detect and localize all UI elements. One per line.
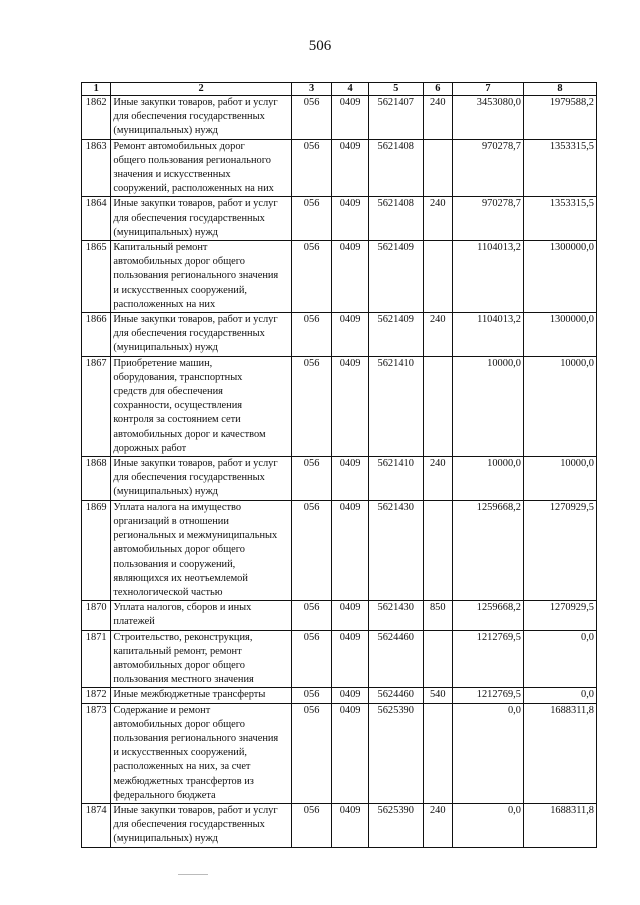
row-number-cell: 1868 xyxy=(82,457,111,501)
column-header: 5 xyxy=(368,83,423,96)
ministry-code-cell: 056 xyxy=(291,703,332,803)
row-name-line: для обеспечения государственных xyxy=(113,328,265,340)
row-name-line: расположенных на них xyxy=(113,298,216,310)
row-name-line: (муниципальных) нужд xyxy=(113,342,218,354)
amount-col7-cell: 1212769,5 xyxy=(452,688,523,703)
row-name-cell xyxy=(111,803,291,847)
column-header: 3 xyxy=(291,83,332,96)
amount-col8-cell: 1979588,2 xyxy=(523,96,596,140)
row-name-line: Строительство, реконструкция, xyxy=(113,631,253,643)
row-number-cell: 1863 xyxy=(82,139,111,197)
row-name-line: для обеспечения государственных xyxy=(113,212,265,224)
expense-type-cell: 240 xyxy=(423,313,452,357)
row-name-line: автомобильных дорог общего xyxy=(113,544,245,556)
row-name-line: и искусственных сооружений, xyxy=(113,747,247,759)
row-name-line: общего пользования регионального xyxy=(113,154,271,166)
row-name-line: пользования и сооружений, xyxy=(113,558,236,570)
row-name-cell xyxy=(111,457,291,501)
row-name-line: межбюджетных трансфертов из xyxy=(113,775,254,787)
amount-col8-cell: 1688311,8 xyxy=(523,803,596,847)
amount-col7-cell: 0,0 xyxy=(452,703,523,803)
target-code-cell: 5621409 xyxy=(368,241,423,313)
amount-col8-cell: 1270929,5 xyxy=(523,601,596,630)
amount-col8-cell: 1353315,5 xyxy=(523,139,596,197)
expense-type-cell: 240 xyxy=(423,457,452,501)
row-name-line: платежей xyxy=(113,616,155,628)
expense-type-cell xyxy=(423,703,452,803)
row-name-line: (муниципальных) нужд xyxy=(113,833,218,845)
amount-col7-cell: 1104013,2 xyxy=(452,313,523,357)
amount-col7-cell: 1212769,5 xyxy=(452,630,523,688)
amount-col7-cell: 10000,0 xyxy=(452,356,523,456)
expense-type-cell: 540 xyxy=(423,688,452,703)
amount-col7-cell: 10000,0 xyxy=(452,457,523,501)
row-name-line: капитальный ремонт, ремонт xyxy=(113,645,242,657)
target-code-cell: 5625390 xyxy=(368,703,423,803)
row-name-line: (муниципальных) нужд xyxy=(113,125,218,137)
table-row xyxy=(82,703,597,803)
row-number-cell: 1873 xyxy=(82,703,111,803)
expense-type-cell xyxy=(423,241,452,313)
section-code-cell: 0409 xyxy=(332,197,368,241)
target-code-cell: 5621410 xyxy=(368,356,423,456)
amount-col7-cell: 3453080,0 xyxy=(452,96,523,140)
column-header: 2 xyxy=(111,83,291,96)
expense-type-cell xyxy=(423,139,452,197)
table-row xyxy=(82,500,597,600)
row-name-line: Иные закупки товаров, работ и услуг xyxy=(113,314,278,326)
row-name-line: автомобильных дорог общего xyxy=(113,256,245,268)
ministry-code-cell: 056 xyxy=(291,241,332,313)
row-name-line: и искусственных сооружений, xyxy=(113,284,247,296)
ministry-code-cell: 056 xyxy=(291,688,332,703)
row-number-cell: 1872 xyxy=(82,688,111,703)
row-name-line: Капитальный ремонт xyxy=(113,242,208,254)
table-row xyxy=(82,803,597,847)
row-number-cell: 1870 xyxy=(82,601,111,630)
row-name-cell xyxy=(111,688,291,703)
section-code-cell: 0409 xyxy=(332,688,368,703)
amount-col7-cell: 1259668,2 xyxy=(452,601,523,630)
row-name-cell xyxy=(111,313,291,357)
row-name-line: региональных и межмуниципальных xyxy=(113,530,278,542)
amount-col8-cell: 1688311,8 xyxy=(523,703,596,803)
row-name-cell xyxy=(111,601,291,630)
table-header-row xyxy=(82,83,597,96)
target-code-cell: 5621408 xyxy=(368,139,423,197)
table-row xyxy=(82,96,597,140)
row-name-line: Иные закупки товаров, работ и услуг xyxy=(113,458,278,470)
row-number-cell: 1871 xyxy=(82,630,111,688)
target-code-cell: 5621430 xyxy=(368,500,423,600)
section-code-cell: 0409 xyxy=(332,630,368,688)
section-code-cell: 0409 xyxy=(332,241,368,313)
table-row xyxy=(82,688,597,703)
amount-col7-cell: 970278,7 xyxy=(452,139,523,197)
ministry-code-cell: 056 xyxy=(291,500,332,600)
row-name-line: (муниципальных) нужд xyxy=(113,226,218,238)
expense-type-cell xyxy=(423,500,452,600)
row-number-cell: 1862 xyxy=(82,96,111,140)
row-name-line: являющихся их неотъемлемой xyxy=(113,572,248,584)
row-name-line: расположенных на них, за счет xyxy=(113,761,251,773)
row-name-line: Уплата налогов, сборов и иных xyxy=(113,602,252,614)
ministry-code-cell: 056 xyxy=(291,313,332,357)
amount-col8-cell: 1353315,5 xyxy=(523,197,596,241)
amount-col7-cell: 0,0 xyxy=(452,803,523,847)
section-code-cell: 0409 xyxy=(332,803,368,847)
row-name-line: Приобретение машин, xyxy=(113,357,213,369)
expense-type-cell: 240 xyxy=(423,96,452,140)
row-name-line: автомобильных дорог и качеством xyxy=(113,428,266,440)
row-number-cell: 1864 xyxy=(82,197,111,241)
section-code-cell: 0409 xyxy=(332,313,368,357)
amount-col7-cell: 970278,7 xyxy=(452,197,523,241)
section-code-cell: 0409 xyxy=(332,356,368,456)
row-name-line: средств для обеспечения xyxy=(113,386,223,398)
target-code-cell: 5621430 xyxy=(368,601,423,630)
row-name-cell xyxy=(111,96,291,140)
target-code-cell: 5621408 xyxy=(368,197,423,241)
row-name-line: автомобильных дорог общего xyxy=(113,659,245,671)
row-name-line: для обеспечения государственных xyxy=(113,472,265,484)
section-code-cell: 0409 xyxy=(332,139,368,197)
table-row xyxy=(82,356,597,456)
row-name-cell xyxy=(111,197,291,241)
section-code-cell: 0409 xyxy=(332,703,368,803)
scan-mark xyxy=(178,874,208,875)
section-code-cell: 0409 xyxy=(332,601,368,630)
row-name-line: автомобильных дорог общего xyxy=(113,718,245,730)
row-name-cell xyxy=(111,241,291,313)
section-code-cell: 0409 xyxy=(332,500,368,600)
ministry-code-cell: 056 xyxy=(291,601,332,630)
table-row xyxy=(82,139,597,197)
table-row xyxy=(82,197,597,241)
row-name-cell xyxy=(111,500,291,600)
row-name-line: значения и искусственных xyxy=(113,169,231,181)
table-row xyxy=(82,601,597,630)
table-row xyxy=(82,313,597,357)
ministry-code-cell: 056 xyxy=(291,197,332,241)
amount-col7-cell: 1259668,2 xyxy=(452,500,523,600)
section-code-cell: 0409 xyxy=(332,96,368,140)
row-number-cell: 1865 xyxy=(82,241,111,313)
column-header: 8 xyxy=(523,83,596,96)
target-code-cell: 5621407 xyxy=(368,96,423,140)
amount-col8-cell: 0,0 xyxy=(523,688,596,703)
ministry-code-cell: 056 xyxy=(291,803,332,847)
expense-type-cell xyxy=(423,356,452,456)
row-number-cell: 1866 xyxy=(82,313,111,357)
expense-type-cell: 240 xyxy=(423,197,452,241)
row-name-line: Ремонт автомобильных дорог xyxy=(113,140,245,152)
column-header: 6 xyxy=(423,83,452,96)
row-name-line: технологической частью xyxy=(113,586,223,598)
page-number: 506 xyxy=(308,38,332,54)
row-name-line: пользования регионального значения xyxy=(113,732,279,744)
target-code-cell: 5624460 xyxy=(368,630,423,688)
row-name-line: сооружений, расположенных на них xyxy=(113,183,274,195)
row-name-line: Иные межбюджетные трансферты xyxy=(113,689,266,701)
row-name-line: для обеспечения государственных xyxy=(113,819,265,831)
expense-type-cell xyxy=(423,630,452,688)
row-name-line: Уплата налога на имущество xyxy=(113,501,242,513)
ministry-code-cell: 056 xyxy=(291,96,332,140)
row-name-line: Иные закупки товаров, работ и услуг xyxy=(113,97,278,108)
target-code-cell: 5625390 xyxy=(368,803,423,847)
row-name-line: оборудования, транспортных xyxy=(113,371,243,383)
row-number-cell: 1867 xyxy=(82,356,111,456)
amount-col8-cell: 10000,0 xyxy=(523,356,596,456)
row-name-line: организаций в отношении xyxy=(113,515,229,527)
table-row xyxy=(82,241,597,313)
ministry-code-cell: 056 xyxy=(291,630,332,688)
row-name-cell xyxy=(111,356,291,456)
table-row xyxy=(82,630,597,688)
row-name-line: (муниципальных) нужд xyxy=(113,486,218,498)
row-name-line: сохранности, осуществления xyxy=(113,400,243,412)
row-name-line: Иные закупки товаров, работ и услуг xyxy=(113,198,278,210)
target-code-cell: 5624460 xyxy=(368,688,423,703)
target-code-cell: 5621409 xyxy=(368,313,423,357)
row-name-cell xyxy=(111,139,291,197)
column-header: 4 xyxy=(332,83,368,96)
row-name-line: пользования местного значения xyxy=(113,674,254,686)
table-row xyxy=(82,457,597,501)
ministry-code-cell: 056 xyxy=(291,356,332,456)
row-name-line: пользования регионального значения xyxy=(113,270,279,282)
row-name-line: для обеспечения государственных xyxy=(113,111,265,123)
amount-col8-cell: 1270929,5 xyxy=(523,500,596,600)
column-header: 1 xyxy=(82,83,111,96)
row-number-cell: 1874 xyxy=(82,803,111,847)
row-name-line: Иные закупки товаров, работ и услуг xyxy=(113,804,278,816)
amount-col8-cell: 1300000,0 xyxy=(523,241,596,313)
ministry-code-cell: 056 xyxy=(291,139,332,197)
budget-table xyxy=(81,82,597,848)
row-name-line: контроля за состоянием сети xyxy=(113,414,241,426)
target-code-cell: 5621410 xyxy=(368,457,423,501)
amount-col8-cell: 1300000,0 xyxy=(523,313,596,357)
row-name-line: Содержание и ремонт xyxy=(113,704,211,716)
row-number-cell: 1869 xyxy=(82,500,111,600)
row-name-line: федерального бюджета xyxy=(113,789,216,801)
amount-col7-cell: 1104013,2 xyxy=(452,241,523,313)
column-header: 7 xyxy=(452,83,523,96)
table-body xyxy=(82,96,597,848)
amount-col8-cell: 10000,0 xyxy=(523,457,596,501)
section-code-cell: 0409 xyxy=(332,457,368,501)
row-name-line: дорожных работ xyxy=(113,442,187,454)
amount-col8-cell: 0,0 xyxy=(523,630,596,688)
row-name-cell xyxy=(111,703,291,803)
row-name-cell xyxy=(111,630,291,688)
expense-type-cell: 240 xyxy=(423,803,452,847)
expense-type-cell: 850 xyxy=(423,601,452,630)
ministry-code-cell: 056 xyxy=(291,457,332,501)
